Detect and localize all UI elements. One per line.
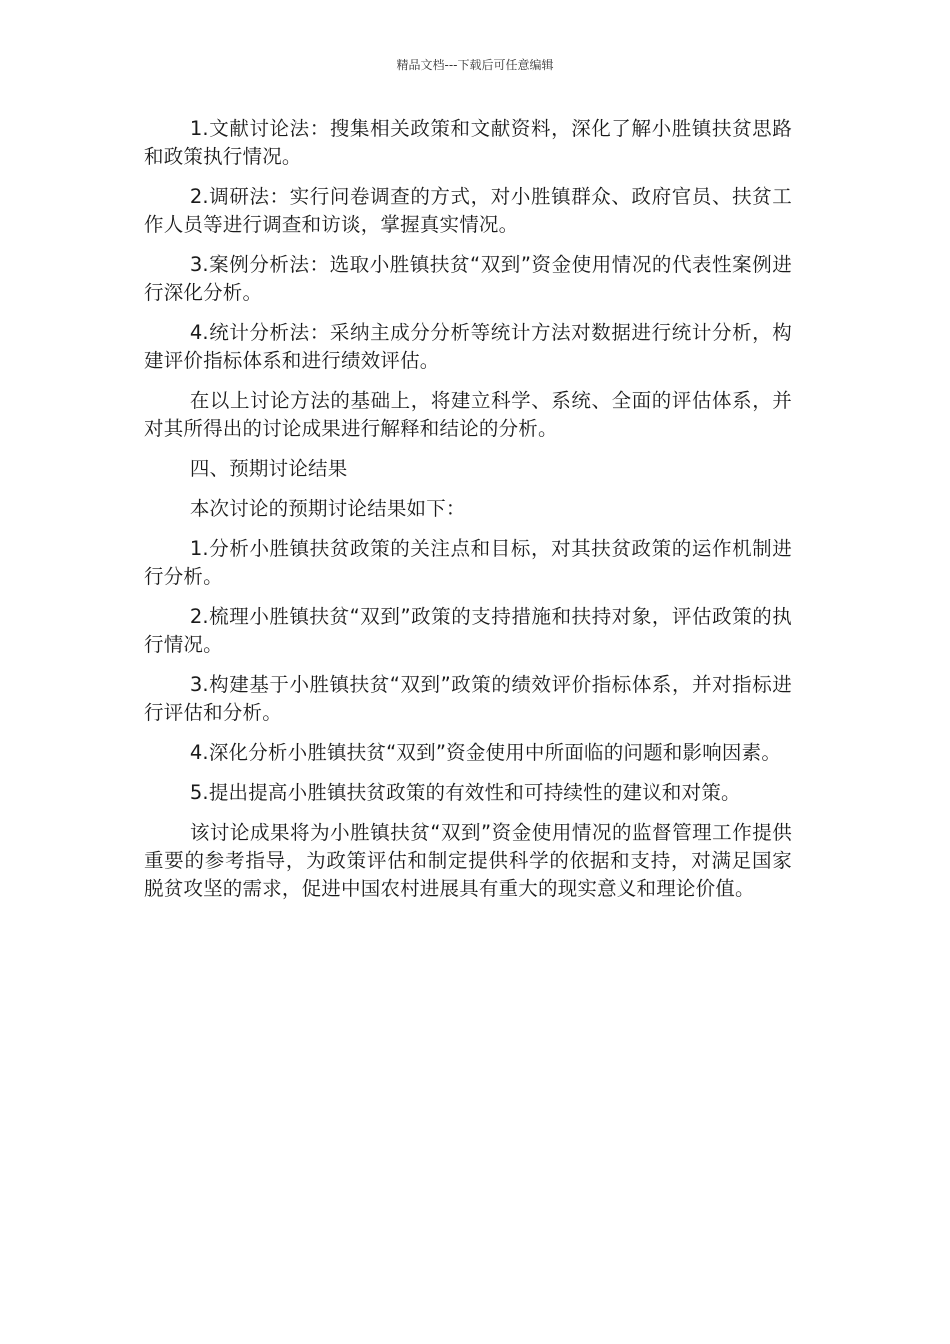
method-survey-paragraph: 2.调研法：实行问卷调查的方式，对小胜镇群众、政府官员、扶贫工作人员等进行调查和访谈，掌握真实情况。 <box>144 185 792 236</box>
section-heading: 四、预期讨论结果 <box>189 457 348 480</box>
result-item-5: 5.提出提高小胜镇扶贫政策的有效性和可持续性的建议和对策。 <box>189 781 741 804</box>
result-item-3: 3.构建基于小胜镇扶贫“双到”政策的绩效评价指标体系，并对指标进行评估和分析。 <box>144 673 792 724</box>
document-body <box>144 115 792 915</box>
method-case-analysis-paragraph: 3.案例分析法：选取小胜镇扶贫“双到”资金使用情况的代表性案例进行深化分析。 <box>144 253 792 304</box>
methods-summary-paragraph: 在以上讨论方法的基础上，将建立科学、系统、全面的评估体系，并对其所得出的讨论成果进行解释和结论的分析。 <box>144 389 792 440</box>
method-literature-paragraph: 1.文献讨论法：搜集相关政策和文献资料，深化了解小胜镇扶贫思路和政策执行情况。 <box>144 117 792 168</box>
results-intro-paragraph: 本次讨论的预期讨论结果如下： <box>189 497 466 520</box>
result-item-2: 2.梳理小胜镇扶贫“双到”政策的支持措施和扶持对象，评估政策的执行情况。 <box>144 605 792 656</box>
result-item-4: 4.深化分析小胜镇扶贫“双到”资金使用中所面临的问题和影响因素。 <box>189 741 782 764</box>
method-statistics-paragraph: 4.统计分析法：采纳主成分分析等统计方法对数据进行统计分析，构建评价指标体系和进行绩效评估。 <box>144 321 792 372</box>
page-header: 精品文档---下载后可任意编辑 <box>396 58 554 72</box>
conclusion-paragraph: 该讨论成果将为小胜镇扶贫“双到”资金使用情况的监督管理工作提供重要的参考指导，为政策评估和制定提供科学的依据和支持，对满足国家脱贫攻坚的需求，促进中国农村进展具有重大的现实意义和理论价值。 <box>144 821 792 900</box>
result-item-1: 1.分析小胜镇扶贫政策的关注点和目标，对其扶贫政策的运作机制进行分析。 <box>144 537 792 588</box>
